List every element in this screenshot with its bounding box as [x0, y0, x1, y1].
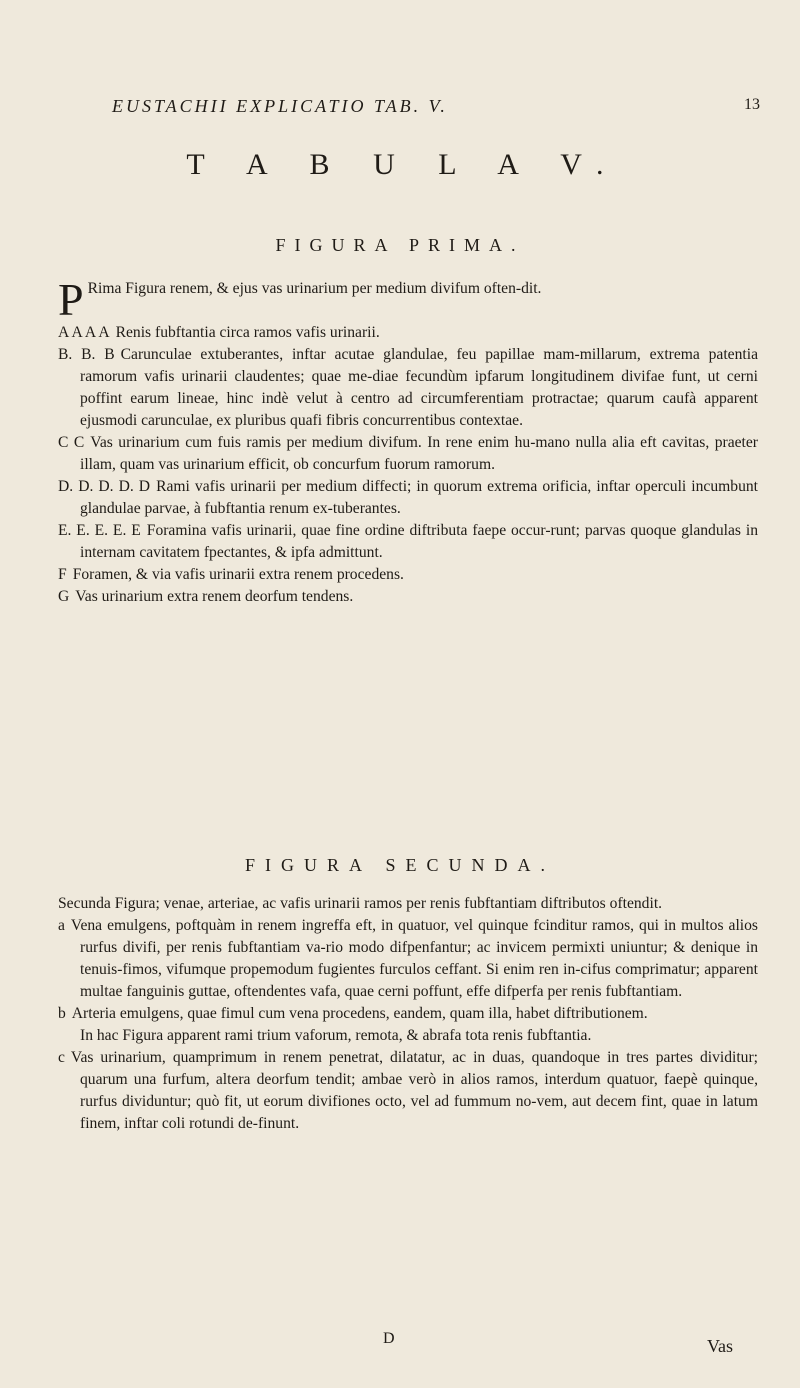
legend-entry [58, 1003, 758, 1025]
catchword: Vas [707, 1336, 733, 1356]
figure-two-heading: FIGURA SECUNDA. [244, 855, 556, 875]
legend-entry [58, 476, 758, 520]
legend-text: Foramen, & via vafis urinarii extra renem procedens. [72, 566, 404, 583]
running-head [112, 96, 760, 117]
legend-label: G [58, 588, 70, 605]
legend-text: Vas urinarium cum fuis ramis per medium divifum. In rene enim hu-mano nulla alia eft cavitas, praeter illam, quam vas urinarium efficit, ob concurfum fuorum ramorum. [80, 434, 759, 473]
legend-label: c [58, 1049, 65, 1066]
legend-text: Rami vafis urinarii per medium diffecti; in quorum extrema orificia, inftar operculi incumbunt glandulae parvae, à fubftantia renum ex-tuberantes. [80, 478, 759, 517]
legend-entry [58, 520, 758, 564]
legend-entry [58, 586, 758, 608]
legend-label: E. E. E. E. E [58, 522, 141, 539]
legend-entry [58, 1047, 758, 1135]
legend-entry [58, 915, 758, 1003]
legend-entry [58, 344, 758, 432]
legend-note [58, 1025, 758, 1047]
legend-text: Carunculae extuberantes, inftar acutae glandulae, feu papillae mam-millarum, extrema patentia ramorum vafis urinarii claudentes; quae me-diae fecundùm ipfarum longitudinem divifae funt, ut cerni poffint earum lineae, hinc indè velut à centro ad circumferentiam protractae; quarum caufà apparent ejusmodi carunculae, ex pluribus quafi fibris concurrentibus contextae. [80, 346, 758, 429]
running-head-text: EUSTACHII EXPLICATIO TAB. V. [112, 96, 448, 116]
legend-label: a [58, 917, 65, 934]
legend-entry [58, 564, 758, 586]
figure-two-intro: Secunda Figura; venae, arteriae, ac vafis urinarii ramos per renis fubftantiam diftributos oftendit. [58, 895, 663, 912]
legend-text: In hac Figura apparent rami trium vaforum, remota, & abrafa tota renis fubftantia. [80, 1027, 592, 1044]
legend-text: Vas urinarium extra renem deorfum tendens. [75, 588, 354, 605]
intro-text: Rima Figura renem, & ejus vas urinarium per medium divifum often-dit. [87, 280, 542, 297]
legend-label: D. D. D. D. D [58, 478, 151, 495]
legend-entry [58, 432, 758, 476]
legend-entry [58, 322, 758, 344]
legend-text: Renis fubftantia circa ramos vafis urinarii. [115, 324, 380, 341]
figure-one-legend [58, 322, 758, 608]
page-number: 13 [744, 96, 760, 113]
legend-label: F [58, 566, 67, 583]
legend-label: C C [58, 434, 85, 451]
legend-text: Arteria emulgens, quae fimul cum vena procedens, eandem, quam illa, habet diftributionem. [71, 1005, 648, 1022]
legend-label: b [58, 1005, 66, 1022]
signature-mark: D [383, 1330, 395, 1347]
legend-label: A A A A [58, 324, 110, 341]
figure-one-intro [58, 274, 758, 325]
drop-cap: P [58, 274, 84, 325]
legend-label: B. B. B [58, 346, 115, 363]
legend-text: Vena emulgens, poftquàm in renem ingreffa eft, in quatuor, vel quinque fcinditur ramos, qui in multos alios rurfus divifi, per renis fubftantiam va-rio modo difpenfantur; ac invicem permixti uniuntur; & denique in tenuis-fimos, vifumque propemodum fugientes furculos ceffant. Si enim ren in-cifus comprimatur; apparent multae fanguinis guttae, oftendentes vafa, quae cerni poffunt, effe difperfa per renis fubftantiam. [70, 917, 758, 1000]
figure-one-heading: FIGURA PRIMA. [275, 235, 525, 255]
legend-text: Vas urinarium, quamprimum in renem penetrat, dilatatur, ac in duas, quandoque in tres partes dividitur; quarum una furfum, altera deorfum tendit; ambae verò in alios ramos, interdum quatuor, faepè quinque, rurfus dividuntur; quò fit, ut eorum divifiones octo, vel ad fummum no-vem, aut decem fint, quae in latum finem, inftar coli rotundi de-finunt. [70, 1049, 758, 1132]
legend-text: Foramina vafis urinarii, quae fine ordine diftributa faepe occur-runt; parvas quoque glandulas in internam cavitatem fpectantes, & ipfa admittunt. [80, 522, 758, 561]
figure-two-legend [58, 893, 758, 1135]
plate-title: T A B U L A V. [186, 148, 622, 181]
